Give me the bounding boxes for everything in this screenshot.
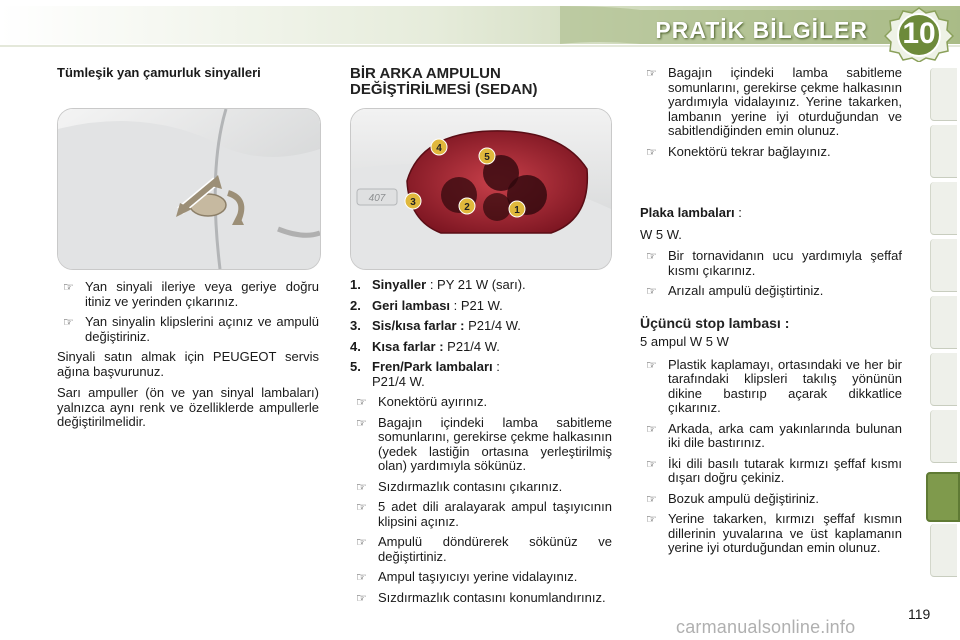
list-item: 3. Sis/kısa farlar : P21/4 W. — [350, 318, 521, 333]
right-text-stop — [640, 315, 902, 562]
list-item: ☞ Konektörü ayırınız. — [356, 394, 488, 409]
bulb-label-5: 5 — [484, 152, 490, 163]
list-item: 5. Fren/Park lambaları : P21/4 W. — [350, 359, 500, 389]
side-indicator-illustration — [58, 109, 320, 269]
pointing-finger-icon: ☞ — [356, 590, 367, 605]
paragraph: Sarı ampuller (ön ve yan sinyal lambaları) yalnızca aynı renk ve özelliklerde ampullerle değiştirilmelidir. — [57, 385, 319, 429]
chapter-tab[interactable] — [930, 182, 957, 235]
left-column — [57, 66, 319, 81]
list-item: ☞ Arızalı ampulü değiştirtiniz. — [646, 283, 824, 298]
watermark: carmanualsonline.info — [676, 617, 856, 637]
pointing-finger-icon: ☞ — [356, 535, 367, 549]
list-item: ☞ Bagajın içindeki lamba sabitleme somunlarını, gerekirse çekme halkasının yardımıyla vidalayınız. Yerine takarken, lambanın yerine iyi oturduğundan ve sabitlendiğinden emin olunuz. — [646, 65, 902, 138]
plaka-value: W 5 W. — [640, 226, 682, 242]
chapter-number: 10 — [902, 17, 936, 50]
list-item: ☞ Ampulü döndürerek sökünüz ve değiştirtiniz. — [356, 534, 612, 564]
list-item: 1. Sinyaller : PY 21 W (sarı). — [350, 277, 526, 292]
list-item: ☞ Sızdırmazlık contasını konumlandırınız. — [356, 589, 606, 605]
section-heading: Üçüncü stop lambası : — [640, 315, 790, 331]
pointing-finger-icon: ☞ — [646, 421, 657, 436]
chapter-tabs — [926, 68, 960, 578]
pointing-finger-icon: ☞ — [646, 249, 657, 263]
bulb-label-2: 2 — [464, 202, 470, 213]
chapter-tab[interactable] — [930, 239, 957, 292]
paragraph: Sinyali satın almak için PEUGEOT servis ağına başvurunuz. — [57, 349, 319, 379]
chapter-tab[interactable] — [930, 296, 957, 349]
list-item: ☞ 5 adet dili aralayarak ampul taşıyıcının klipsini açınız. — [356, 499, 612, 529]
middle-heading — [350, 66, 612, 98]
section-heading: DEĞİŞTİRİLMESİ (SEDAN) — [350, 81, 538, 98]
chapter-tab[interactable] — [930, 125, 957, 178]
list-item: ☞ Yerine takarken, kırmızı şeffaf kısmın dillerinin yuvalarına ve üst kaplamanın yerine iyi oturduğundan emin olunuz. — [646, 511, 902, 555]
pointing-finger-icon: ☞ — [646, 144, 657, 159]
list-item: ☞ Bozuk ampulü değiştiriniz. — [646, 490, 820, 506]
bulb-label-3: 3 — [410, 197, 416, 208]
plaka-heading: Plaka lambaları : — [640, 205, 742, 220]
middle-text — [350, 278, 612, 611]
list-item: ☞ Arkada, arka cam yakınlarında bulunan iki dile bastırınız. — [646, 420, 902, 450]
rear-lamp-illustration — [351, 109, 611, 269]
bulb-label-4: 4 — [436, 143, 442, 154]
pointing-finger-icon: ☞ — [356, 479, 367, 494]
list-item: ☞ Bir tornavidanın ucu yardımıyla şeffaf kısmı çıkarınız. — [646, 248, 902, 278]
list-item: ☞ Plastik kaplamayı, ortasındaki ve her bir tarafındaki klipsleri takılış yönünün dikine bastırıp açarak dikkatlice çıkarınız. — [646, 356, 902, 415]
chapter-tab[interactable] — [930, 524, 957, 577]
pointing-finger-icon: ☞ — [356, 415, 367, 430]
chapter-tab[interactable] — [930, 353, 957, 406]
pointing-finger-icon: ☞ — [646, 284, 657, 298]
pointing-finger-icon: ☞ — [63, 315, 74, 329]
list-item: ☞ Sızdırmazlık contasını çıkarınız. — [356, 478, 563, 494]
chapter-tab[interactable] — [930, 68, 957, 121]
page-number: 119 — [908, 606, 931, 622]
list-item: ☞ İki dili basılı tutarak kırmızı şeffaf kısmı dışarı doğru çekiniz. — [646, 455, 902, 485]
side-indicator-photo — [57, 108, 321, 270]
stop-value: 5 ampul W 5 W — [640, 334, 729, 349]
list-item: 4. Kısa farlar : P21/4 W. — [350, 338, 500, 354]
list-item: ☞ Bagajın içindeki lamba sabitleme somunlarını, gerekirse çekme halkasının (yedek lastiğin ortasına yerleştirilmiş olan) yardımıyla sökünüz. — [356, 414, 612, 473]
left-text — [57, 280, 319, 437]
section-heading: BİR ARKA AMPULUN — [350, 65, 501, 82]
model-badge: 407 — [368, 193, 386, 204]
list-item: ☞ Konektörü tekrar bağlayınız. — [646, 143, 831, 159]
pointing-finger-icon: ☞ — [646, 491, 657, 506]
bulb-label-1: 1 — [514, 205, 520, 216]
section-heading: Tümleşik yan çamurluk sinyalleri — [57, 65, 261, 80]
pointing-finger-icon: ☞ — [356, 500, 367, 514]
pointing-finger-icon: ☞ — [646, 456, 657, 471]
pointing-finger-icon: ☞ — [646, 357, 657, 372]
list-item: ☞ Ampul taşıyıcıyı yerine vidalayınız. — [356, 569, 578, 584]
page-title: PRATİK BİLGİLER — [655, 17, 868, 43]
right-text-top — [640, 66, 902, 165]
list-item: 2. Geri lambası : P21 W. — [350, 297, 503, 313]
chapter-tab-active[interactable] — [926, 472, 960, 522]
list-item: ☞ Yan sinyali ileriye veya geriye doğru itiniz ve yerinden çıkarınız. — [63, 279, 319, 309]
page-header — [0, 0, 960, 62]
rear-lamp-photo — [350, 108, 612, 270]
list-item: ☞ Yan sinyalin klipslerini açınız ve ampulü değiştiriniz. — [63, 314, 319, 344]
pointing-finger-icon: ☞ — [646, 512, 657, 526]
chapter-tab[interactable] — [930, 410, 957, 463]
right-text-plaka — [640, 206, 902, 305]
pointing-finger-icon: ☞ — [63, 280, 74, 294]
pointing-finger-icon: ☞ — [646, 66, 657, 80]
pointing-finger-icon: ☞ — [356, 395, 367, 409]
pointing-finger-icon: ☞ — [356, 570, 367, 584]
